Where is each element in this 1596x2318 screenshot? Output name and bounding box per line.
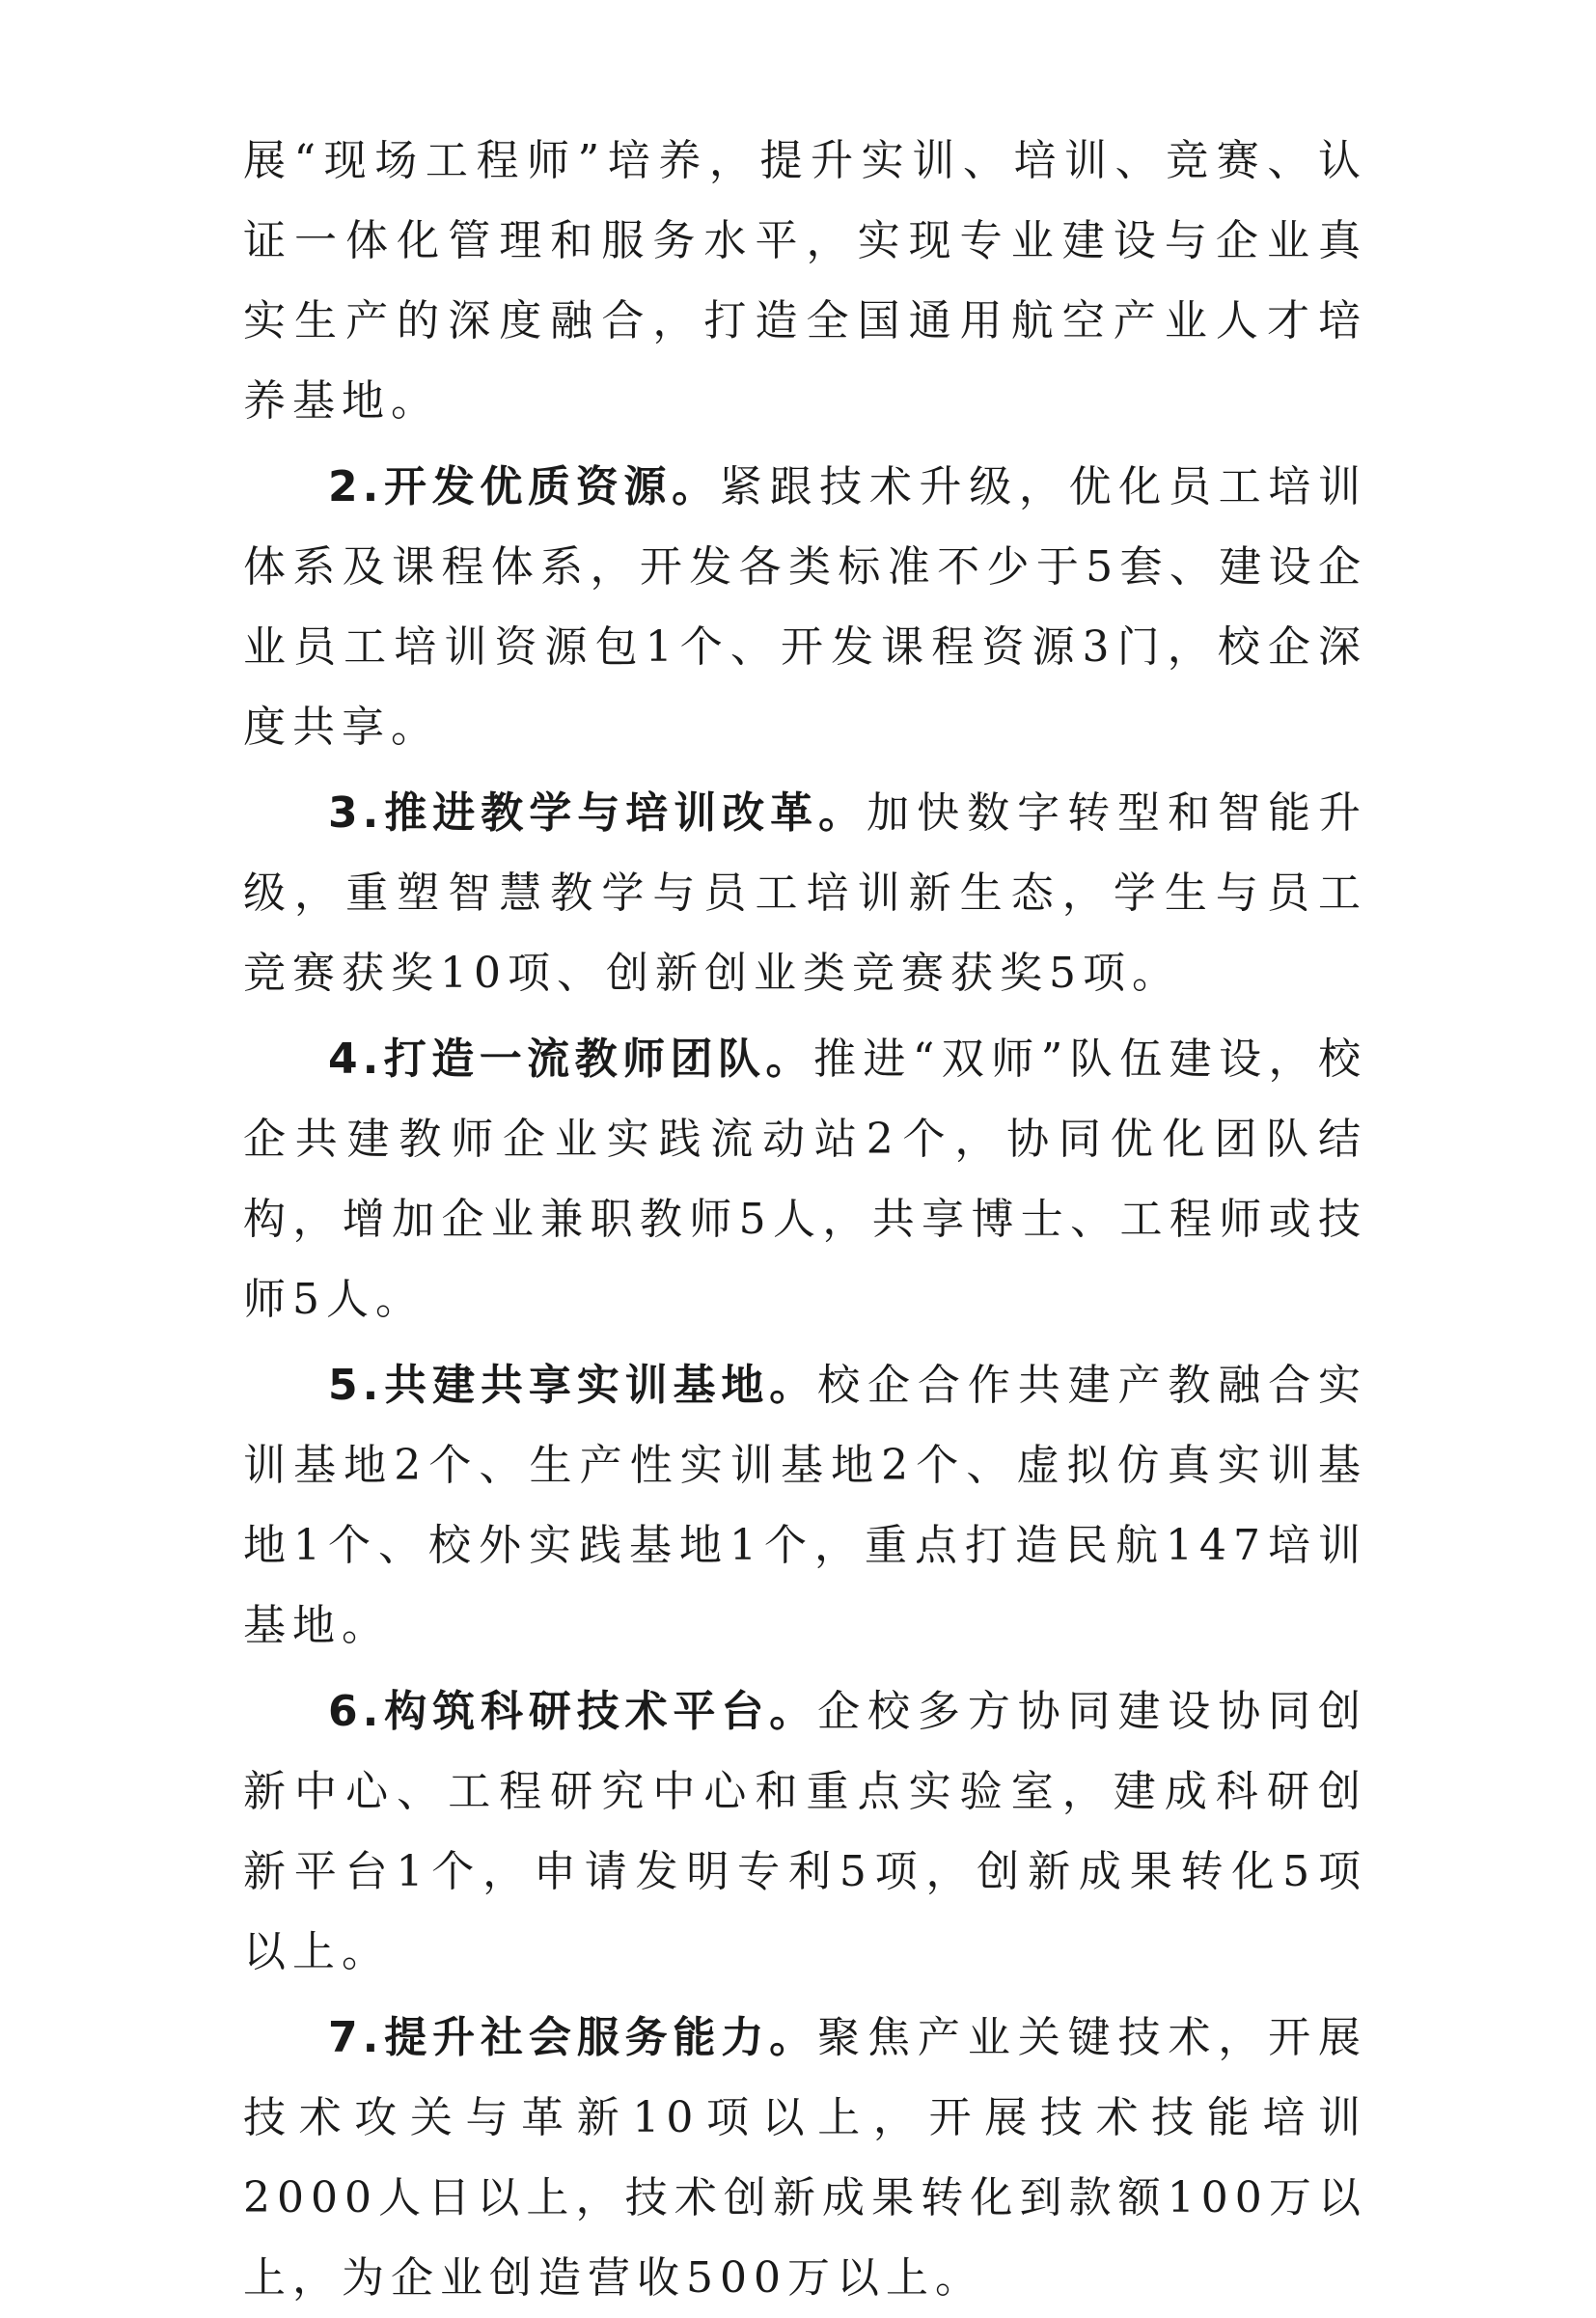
paragraph-body: 加快数字转型和智能升级，重塑智慧教学与员工培训新生态，学生与员工竞赛获奖10项、创新创业类竞赛获奖5项。 — [243, 788, 1367, 998]
paragraph-heading: 3.推进教学与培训改革。 — [328, 788, 867, 838]
paragraph-intro-continuation — [243, 121, 1367, 441]
paragraph-item-3 — [243, 773, 1367, 1013]
paragraph-heading: 7.提升社会服务能力。 — [328, 2013, 818, 2062]
paragraph-heading: 4.打造一流教师团队。 — [328, 1035, 813, 1084]
paragraph-body: 企校多方协同建设协同创新中心、工程研究中心和重点实验室，建成科研创新平台1个，申请发明专利5项，创新成果转化5项以上。 — [243, 1687, 1367, 1976]
paragraph-heading: 5.共建共享实训基地。 — [328, 1361, 818, 1410]
paragraph-heading: 2.开发优质资源。 — [328, 462, 720, 511]
paragraph-body: 展“现场工程师”培养，提升实训、培训、竞赛、认证一体化管理和服务水平，实现专业建设与企业真实生产的深度融合，打造全国通用航空产业人才培养基地。 — [243, 136, 1367, 426]
paragraph-body: 聚焦产业关键技术，开展技术攻关与革新10项以上，开展技术技能培训2000人日以上，技术创新成果转化到款额100万以上，为企业创造营收500万以上。 — [243, 2013, 1367, 2303]
paragraph-item-2 — [243, 447, 1367, 767]
paragraph-body: 紧跟技术升级，优化员工培训体系及课程体系，开发各类标准不少于5套、建设企业员工培训资源包1个、开发课程资源3门，校企深度共享。 — [243, 462, 1367, 752]
paragraph-item-5 — [243, 1345, 1367, 1666]
paragraph-item-6 — [243, 1671, 1367, 1992]
paragraph-item-7 — [243, 1998, 1367, 2318]
paragraph-body: 推进“双师”队伍建设，校企共建教师企业实践流动站2个，协同优化团队结构，增加企业兼职教师5人，共享博士、工程师或技师5人。 — [243, 1035, 1367, 1324]
paragraph-body: 校企合作共建产教融合实训基地2个、生产性实训基地2个、虚拟仿真实训基地1个、校外实践基地1个，重点打造民航147培训基地。 — [243, 1361, 1367, 1650]
paragraph-item-4 — [243, 1019, 1367, 1339]
paragraph-heading: 6.构筑科研技术平台。 — [328, 1687, 818, 1736]
